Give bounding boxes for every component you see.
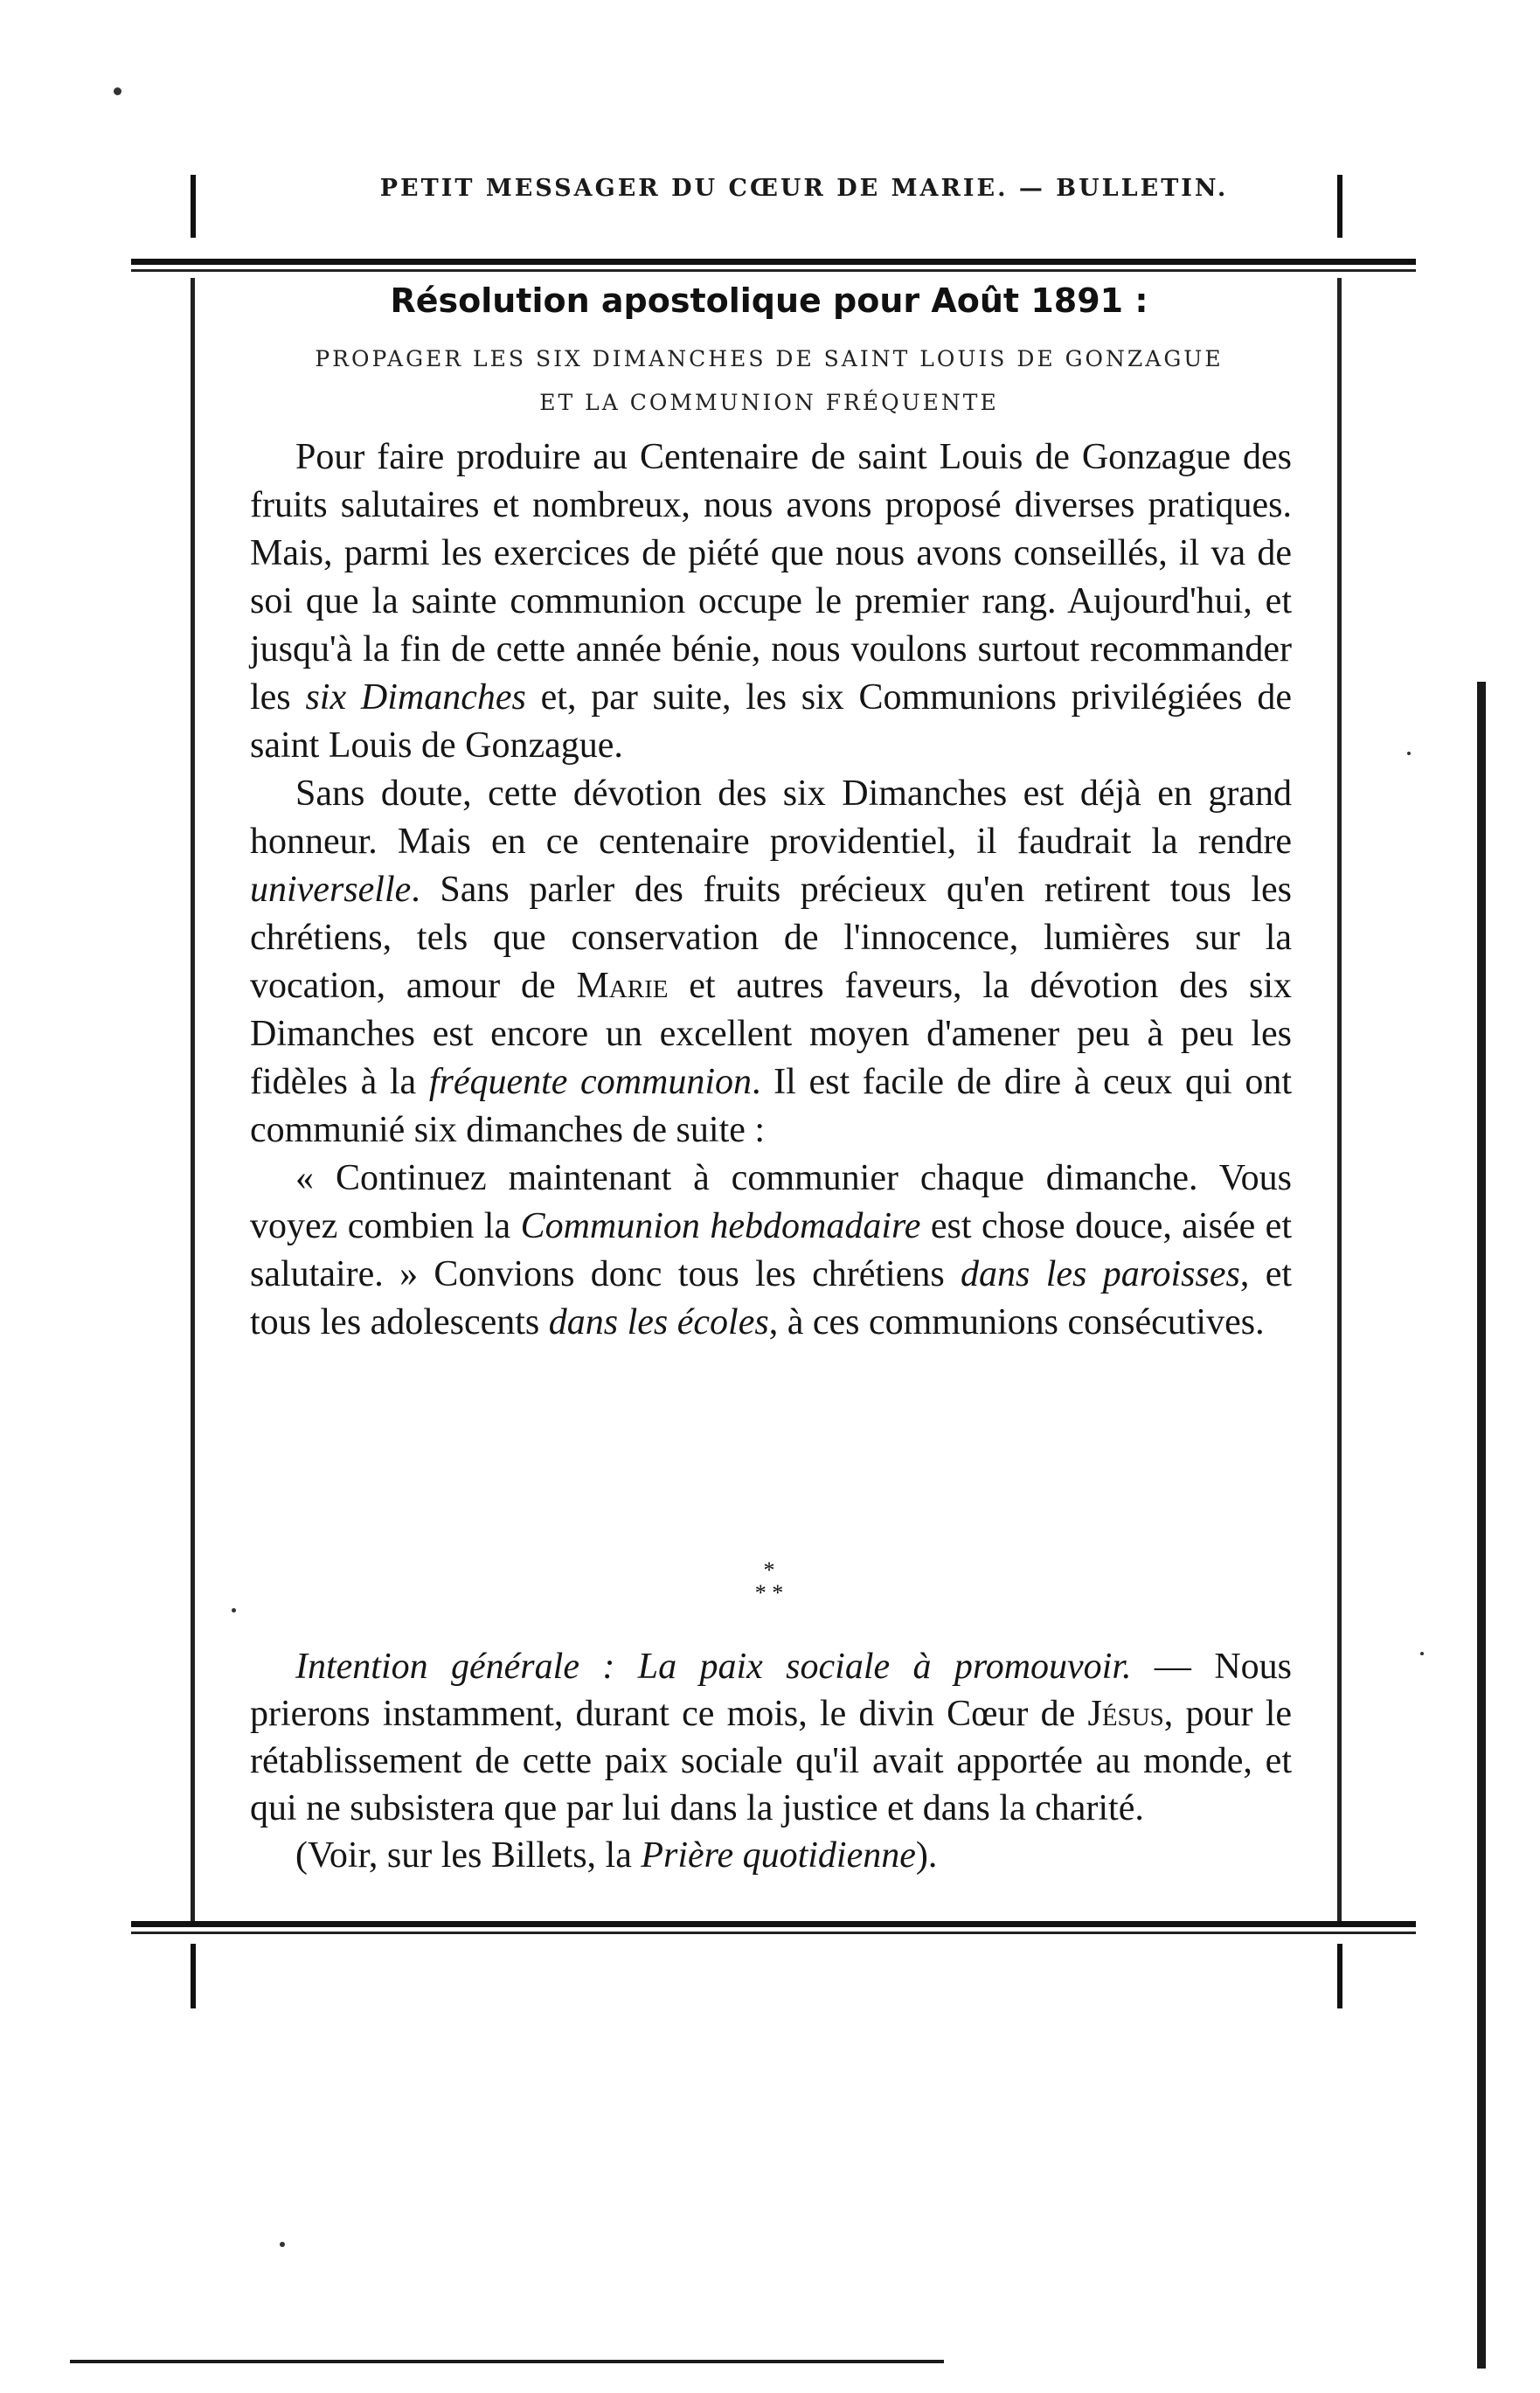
intention-section xyxy=(250,1643,1292,1879)
scan-speck xyxy=(232,1608,236,1613)
scan-speck xyxy=(1407,752,1411,755)
top-rule-thin xyxy=(131,269,1416,272)
scan-speck xyxy=(114,87,121,95)
intention-paragraph: Intention générale : La paix sociale à promouvoir. — Nous prierons instamment, durant ce mois, le divin Cœur de Jésus, pour le rétablissement de cette paix sociale qu'il avait apportée au monde, et qui ne subsistera que par lui dans la justice et dans la charité. xyxy=(250,1647,1293,1828)
paragraph-2: Sans doute, cette dévotion des six Dimanches est déjà en grand honneur. Mais en ce centenaire providentiel, il faudrait la rendre universelle. Sans parler des fruits précieux qu'en retirent tous les chrétiens, tels que conservation de l'innocence, lumières sur la vocation, amour de Marie et autres faveurs, la dévotion des six Dimanches est encore un excellent moyen d'amener peu à peu les fidèles à la fréquente communion. Il est facile de dire à ceux qui ont communié six dimanches de suite : xyxy=(250,773,1293,1150)
scan-speck xyxy=(1420,1652,1424,1655)
intention-note: (Voir, sur les Billets, la Prière quotidienne). xyxy=(295,1835,938,1876)
asterism-top: * xyxy=(763,1557,775,1583)
bottom-rule xyxy=(131,1921,1416,1927)
running-header: PETIT MESSAGER DU CŒUR DE MARIE. — BULLETIN. xyxy=(379,175,1229,202)
scan-bottom-edge xyxy=(70,2360,944,2363)
frame-left-border xyxy=(191,278,195,1921)
bottom-right-bar xyxy=(1337,1944,1342,2008)
bottom-rule-thin xyxy=(131,1932,1416,1934)
asterism-bottom: * * xyxy=(754,1580,784,1606)
article-subtitle-line2: ET LA COMMUNION FRÉQUENTE xyxy=(539,390,999,415)
article-subtitle-line1: PROPAGER LES SIX DIMANCHES DE SAINT LOUIS DE GONZAGUE xyxy=(315,346,1224,371)
bottom-left-bar xyxy=(191,1944,196,2008)
frame-right-border xyxy=(1337,278,1342,1921)
article-body xyxy=(250,434,1292,1347)
paragraph-1: Pour faire produire au Centenaire de saint Louis de Gonzague des fruits salutaires et nombreux, nous avons proposé diverses pratiques. Mais, parmi les exercices de piété que nous avons conseillés, il va de soi que la sainte communion occupe le premier rang. Aujourd'hui, et jusqu'à la fin de cette année bénie, nous voulons surtout recommander les six Dimanches et, par suite, les six Communions privilégiées de saint Louis de Gonzague. xyxy=(250,437,1293,766)
article-title: Résolution apostolique pour Août 1891 : xyxy=(390,281,1148,320)
scan-speck xyxy=(280,2242,285,2247)
paragraph-3: « Continuez maintenant à communier chaque dimanche. Vous voyez combien la Communion hebdomadaire est chose douce, aisée et salutaire. » Convions donc tous les chrétiens dans les paroisses, et tous les adolescents dans les écoles, à ces communions consécutives. xyxy=(250,1158,1293,1342)
header-left-bar xyxy=(191,175,196,238)
top-rule xyxy=(131,259,1416,265)
header-right-bar xyxy=(1337,175,1342,238)
scan-right-edge xyxy=(1477,682,1486,2369)
